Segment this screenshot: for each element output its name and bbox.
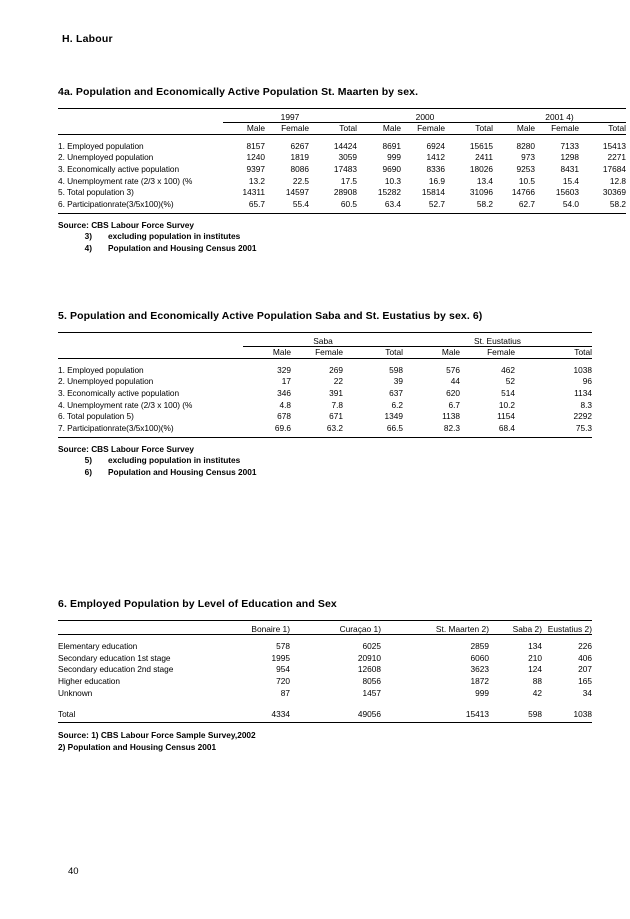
table-5-source xyxy=(58,444,592,479)
table-row xyxy=(58,376,592,388)
cell: 1154 xyxy=(497,411,515,422)
table-total-row xyxy=(58,708,592,723)
cell: 18026 xyxy=(469,163,493,174)
cell: 514 xyxy=(501,387,515,398)
cell: 2271 xyxy=(607,152,626,163)
cell: 14424 xyxy=(333,140,357,151)
cell: 954 xyxy=(276,664,290,675)
rule xyxy=(58,723,592,728)
cell: 210 xyxy=(528,652,542,663)
table-4a xyxy=(58,108,626,218)
row-label: Elementary education xyxy=(58,641,138,652)
table-4a-title: 4a. Population and Economically Active Population St. Maarten by sex. xyxy=(58,86,419,98)
cell: 58.2 xyxy=(476,199,493,210)
cell: 30369 xyxy=(602,187,626,198)
cell: 63.2 xyxy=(326,423,343,434)
header-eustatius: Eustatius 2) xyxy=(547,623,592,634)
table-row xyxy=(58,187,626,199)
rule xyxy=(58,213,626,218)
cell: 52 xyxy=(505,376,515,387)
cell: 578 xyxy=(276,641,290,652)
table-6-title: 6. Employed Population by Level of Education and Sex xyxy=(58,598,337,610)
cell: 17483 xyxy=(333,163,357,174)
row-label: Higher education xyxy=(58,676,120,687)
header-saba: Saba 2) xyxy=(512,623,542,634)
footnote-text: Population and Housing Census 2001 xyxy=(108,466,257,477)
footnote-text: excluding population in institutes xyxy=(108,231,241,242)
cell: 58.2 xyxy=(609,199,626,210)
cell: 1138 xyxy=(442,411,460,422)
row-label: 1. Employed population xyxy=(58,140,144,151)
table-row xyxy=(58,422,592,437)
cell: 14597 xyxy=(285,187,309,198)
cell: 16.9 xyxy=(428,175,445,186)
subheader-total-saba: Total xyxy=(385,347,403,358)
cell: 87 xyxy=(280,687,290,698)
cell: 39 xyxy=(393,376,403,387)
section-heading: H. Labour xyxy=(62,33,113,45)
cell: 96 xyxy=(582,376,592,387)
cell: 2859 xyxy=(470,641,489,652)
cell: 4334 xyxy=(271,708,290,719)
row-label: Total xyxy=(58,708,76,719)
cell: 12.8 xyxy=(609,175,626,186)
cell: 12608 xyxy=(357,664,381,675)
subheader-male-eustatius: Male xyxy=(441,347,460,358)
subheader-female-eustatius: Female xyxy=(487,347,515,358)
row-label: 5. Total population 3) xyxy=(58,187,134,198)
cell: 1038 xyxy=(573,364,592,375)
table-block-4a xyxy=(58,86,626,254)
footnote-number: 4) xyxy=(84,242,92,253)
cell: 15413 xyxy=(465,708,489,719)
footnote-number: 5) xyxy=(84,455,92,466)
footnote-text: Population and Housing Census 2001 xyxy=(108,242,257,253)
row-label: 2. Unemployed population xyxy=(58,152,154,163)
cell: 49056 xyxy=(357,708,381,719)
source-line-2: 2) Population and Housing Census 2001 xyxy=(58,742,217,753)
cell: 576 xyxy=(446,364,460,375)
cell: 6.2 xyxy=(391,399,403,410)
cell: 226 xyxy=(578,641,592,652)
table-row xyxy=(58,687,592,699)
cell: 8431 xyxy=(560,163,579,174)
source-line: Source: CBS Labour Force Survey xyxy=(58,443,195,454)
row-label: 4. Unemployment rate (2/3 x 100) (% xyxy=(58,399,193,410)
cell: 14766 xyxy=(511,187,535,198)
cell: 22 xyxy=(333,376,343,387)
table-row xyxy=(58,163,626,175)
cell: 54.0 xyxy=(562,199,579,210)
row-label: 1. Employed population xyxy=(58,364,144,375)
subheader-male-2001: Male xyxy=(516,123,535,134)
cell: 1349 xyxy=(384,411,403,422)
header-curacao: Curaçao 1) xyxy=(339,623,381,634)
subheader-total-2000: Total xyxy=(475,123,493,134)
cell: 31096 xyxy=(469,187,493,198)
table-row xyxy=(58,152,626,164)
table-6-body xyxy=(58,638,592,727)
cell: 8280 xyxy=(516,140,535,151)
cell: 42 xyxy=(532,687,542,698)
cell: 637 xyxy=(389,387,403,398)
cell: 4.8 xyxy=(279,399,291,410)
cell: 8157 xyxy=(246,140,265,151)
rule xyxy=(58,437,592,442)
cell: 20910 xyxy=(357,652,381,663)
cell: 17.5 xyxy=(340,175,357,186)
group-header-saba: Saba xyxy=(243,336,403,347)
cell: 10.3 xyxy=(384,175,401,186)
cell: 6025 xyxy=(362,641,381,652)
cell: 9690 xyxy=(382,163,401,174)
footnote-3 xyxy=(58,231,592,243)
cell: 82.3 xyxy=(443,423,460,434)
cell: 8056 xyxy=(362,676,381,687)
footnote-5 xyxy=(58,455,592,467)
table-4a-body xyxy=(58,138,626,218)
cell: 671 xyxy=(329,411,343,422)
cell: 14311 xyxy=(242,187,265,198)
cell: 66.5 xyxy=(386,423,403,434)
subheader-total-2001: Total xyxy=(608,123,626,134)
cell: 10.2 xyxy=(498,399,515,410)
row-label: 3. Economically active population xyxy=(58,163,180,174)
subheader-female-saba: Female xyxy=(315,347,343,358)
cell: 598 xyxy=(528,708,542,719)
cell: 69.6 xyxy=(274,423,291,434)
cell: 134 xyxy=(528,641,542,652)
subheader-female-1997: Female xyxy=(281,123,309,134)
table-block-5 xyxy=(58,310,592,478)
row-label-header xyxy=(58,347,243,359)
group-header-st-eustatius: St. Eustatius xyxy=(403,336,592,347)
cell: 1819 xyxy=(290,152,309,163)
cell: 6060 xyxy=(470,652,489,663)
cell: 973 xyxy=(521,152,535,163)
cell: 165 xyxy=(578,676,592,687)
cell: 28908 xyxy=(333,187,357,198)
cell: 8691 xyxy=(382,140,401,151)
table-row xyxy=(58,399,592,411)
row-label: 6. Participationrate(3/5x100)(%) xyxy=(58,199,174,210)
footnote-number: 6) xyxy=(84,466,92,477)
cell: 1240 xyxy=(246,152,265,163)
table-row xyxy=(58,138,626,152)
cell: 124 xyxy=(528,664,542,675)
page-number: 40 xyxy=(68,866,79,877)
table-block-6 xyxy=(58,598,592,753)
cell: 15814 xyxy=(421,187,445,198)
cell: 10.5 xyxy=(518,175,535,186)
cell: 7133 xyxy=(560,140,579,151)
table-row xyxy=(58,638,592,652)
cell: 34 xyxy=(582,687,592,698)
cell: 2292 xyxy=(573,411,592,422)
cell: 598 xyxy=(389,364,403,375)
subheader-total-1997: Total xyxy=(339,123,357,134)
cell: 207 xyxy=(578,664,592,675)
table-row xyxy=(58,676,592,688)
table-6-source xyxy=(58,729,592,753)
cell: 15603 xyxy=(555,187,579,198)
cell: 55.4 xyxy=(292,199,309,210)
cell: 75.3 xyxy=(575,423,592,434)
row-label-header xyxy=(58,123,223,135)
cell: 15.4 xyxy=(562,175,579,186)
cell: 17684 xyxy=(602,163,626,174)
table-row xyxy=(58,387,592,399)
cell: 1995 xyxy=(271,652,290,663)
table-6-header-row xyxy=(58,624,592,635)
table-4a-source xyxy=(58,220,592,255)
group-header-1997: 1997 xyxy=(223,112,357,123)
table-row xyxy=(58,175,626,187)
cell: 13.4 xyxy=(476,175,493,186)
row-label: 4. Unemployment rate (2/3 x 100) (% xyxy=(58,175,193,186)
cell: 8336 xyxy=(426,163,445,174)
cell: 2411 xyxy=(475,152,493,163)
header-st-maarten: St. Maarten 2) xyxy=(435,623,489,634)
table-5-title: 5. Population and Economically Active Population Saba and St. Eustatius by sex. 6) xyxy=(58,310,483,322)
table-5-group-header-row xyxy=(58,336,592,347)
subheader-female-2001: Female xyxy=(551,123,579,134)
subheader-male-saba: Male xyxy=(272,347,291,358)
cell: 1457 xyxy=(362,687,381,698)
cell: 62.7 xyxy=(518,199,535,210)
row-label: 6. Total population 5) xyxy=(58,411,134,422)
table-4a-group-header-row xyxy=(58,112,626,123)
cell: 999 xyxy=(387,152,401,163)
cell: 17 xyxy=(281,376,291,387)
cell: 68.4 xyxy=(498,423,515,434)
table-5-body xyxy=(58,362,592,442)
table-row xyxy=(58,652,592,664)
cell: 329 xyxy=(277,364,291,375)
corner-cell xyxy=(58,336,243,347)
cell: 3059 xyxy=(338,152,357,163)
cell: 13.2 xyxy=(248,175,265,186)
cell: 269 xyxy=(329,364,343,375)
source-line: Source: CBS Labour Force Survey xyxy=(58,219,195,230)
cell: 22.5 xyxy=(292,175,309,186)
cell: 678 xyxy=(277,411,291,422)
table-4a-subheader-row xyxy=(58,123,626,135)
cell: 52.7 xyxy=(428,199,445,210)
header-bonaire: Bonaire 1) xyxy=(251,623,290,634)
row-label: Secondary education 2nd stage xyxy=(58,664,174,675)
table-6 xyxy=(58,620,592,728)
subheader-male-2000: Male xyxy=(382,123,401,134)
row-label: 3. Economically active population xyxy=(58,387,180,398)
cell: 720 xyxy=(276,676,290,687)
corner-cell xyxy=(58,112,223,123)
row-label: 2. Unemployed population xyxy=(58,376,154,387)
footnote-6 xyxy=(58,467,592,479)
footnote-number: 3) xyxy=(84,231,92,242)
cell: 1872 xyxy=(470,676,489,687)
cell: 15413 xyxy=(602,140,626,151)
row-label: 7. Participationrate(3/5x100)(%) xyxy=(58,423,174,434)
cell: 88 xyxy=(532,676,542,687)
cell: 3623 xyxy=(470,664,489,675)
cell: 8086 xyxy=(290,163,309,174)
cell: 391 xyxy=(329,387,343,398)
cell: 406 xyxy=(578,652,592,663)
subheader-male-1997: Male xyxy=(246,123,265,134)
row-label: Secondary education 1st stage xyxy=(58,652,171,663)
row-label: Unknown xyxy=(58,687,93,698)
cell: 6924 xyxy=(426,140,445,151)
cell: 8.3 xyxy=(580,399,592,410)
cell: 6.7 xyxy=(448,399,460,410)
source-line-1: Source: 1) CBS Labour Force Sample Survey,2002 xyxy=(58,730,256,741)
cell: 7.8 xyxy=(331,399,343,410)
table-5-subheader-row xyxy=(58,347,592,359)
group-header-2000: 2000 xyxy=(357,112,493,123)
cell: 620 xyxy=(446,387,460,398)
table-row xyxy=(58,411,592,423)
cell: 44 xyxy=(450,376,460,387)
cell: 1412 xyxy=(426,152,445,163)
group-header-2001: 2001 4) xyxy=(493,112,626,123)
cell: 15282 xyxy=(377,187,401,198)
table-row xyxy=(58,664,592,676)
cell: 65.7 xyxy=(248,199,265,210)
row-label-header xyxy=(58,624,204,635)
table-row xyxy=(58,362,592,376)
cell: 1038 xyxy=(573,708,592,719)
cell: 1298 xyxy=(560,152,579,163)
cell: 9397 xyxy=(246,163,265,174)
cell: 462 xyxy=(501,364,515,375)
cell: 63.4 xyxy=(384,199,401,210)
table-5 xyxy=(58,332,592,442)
cell: 60.5 xyxy=(340,199,357,210)
spacer-row xyxy=(58,699,592,708)
cell: 1134 xyxy=(574,387,592,398)
subheader-total-eustatius: Total xyxy=(574,347,592,358)
cell: 346 xyxy=(277,387,291,398)
cell: 15615 xyxy=(469,140,493,151)
cell: 999 xyxy=(475,687,489,698)
table-row xyxy=(58,198,626,213)
cell: 9253 xyxy=(516,163,535,174)
footnote-text: excluding population in institutes xyxy=(108,455,241,466)
footnote-4 xyxy=(58,243,592,255)
subheader-female-2000: Female xyxy=(417,123,445,134)
cell: 6267 xyxy=(290,140,309,151)
